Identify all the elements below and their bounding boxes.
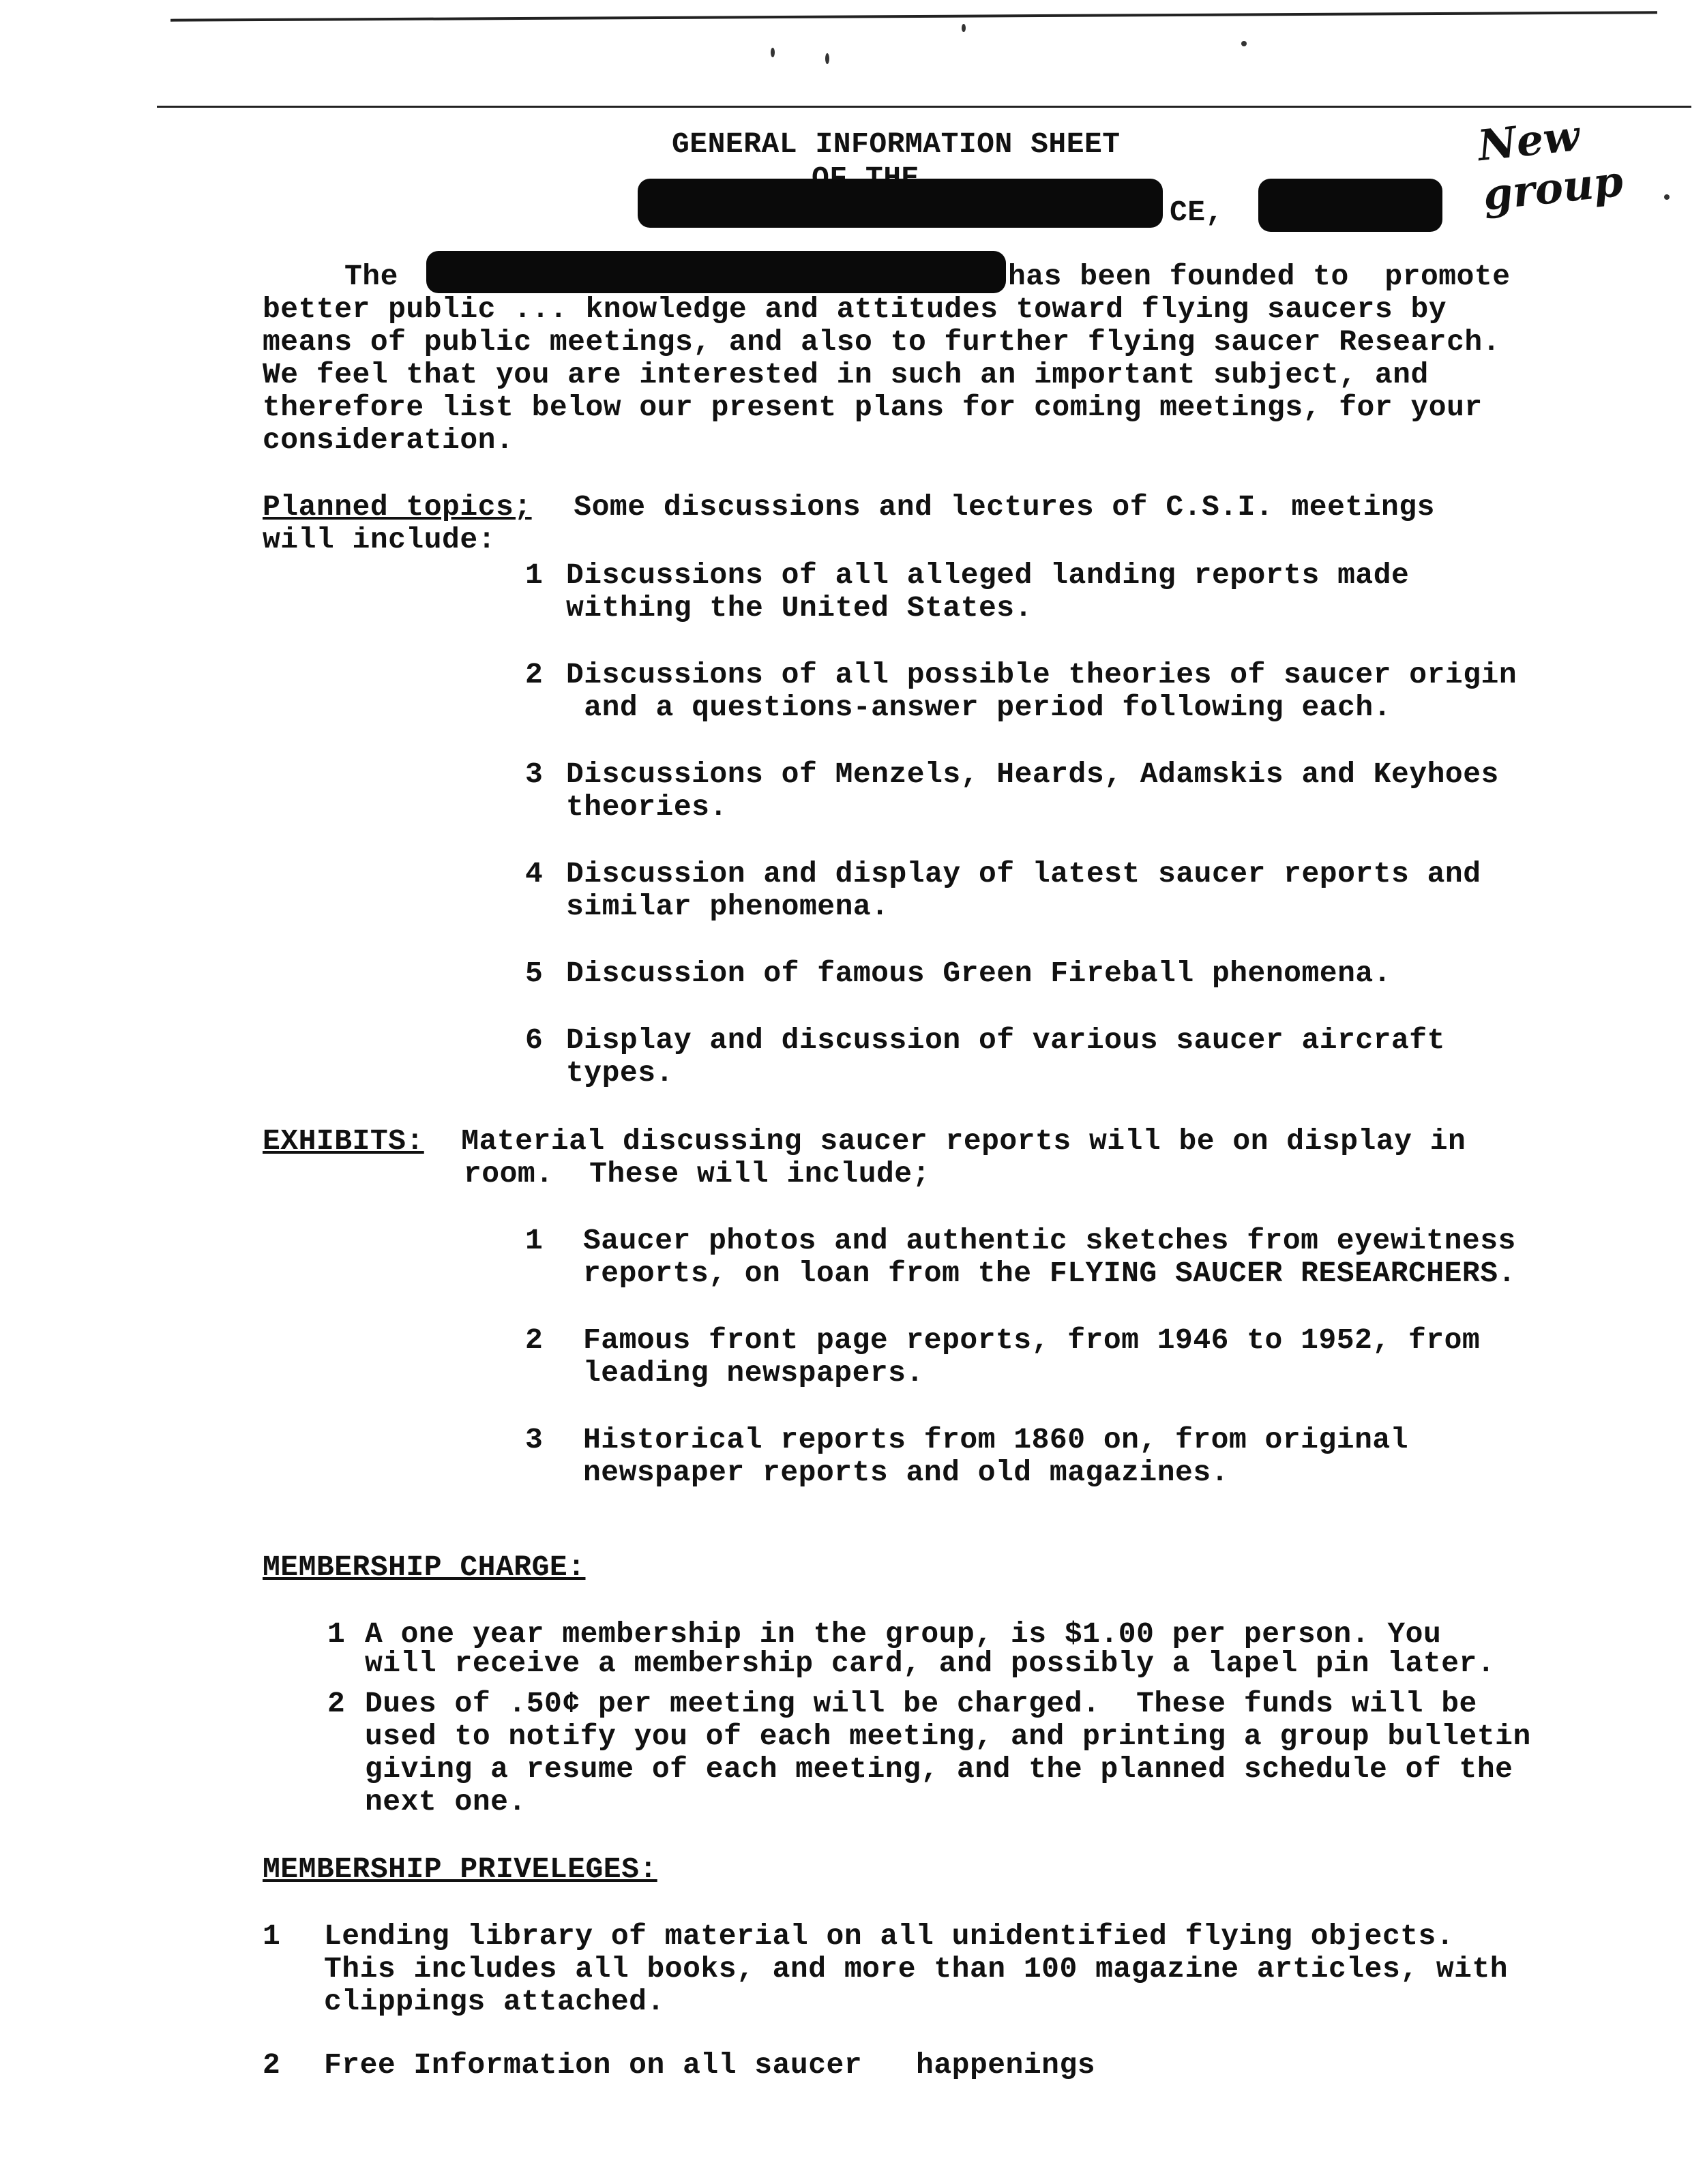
list-number: 2 (327, 1687, 346, 1720)
scan-speck (1241, 41, 1247, 46)
intro-line: We feel that you are interested in such an important subject, and (263, 358, 1429, 391)
list-number: 6 (525, 1023, 544, 1057)
exhibits-lead: Material discussing saucer reports will be on display in (443, 1124, 1466, 1158)
list-item-line: Dues of .50¢ per meeting will be charged. These funds will be (365, 1687, 1477, 1720)
list-item-line: types. (566, 1056, 674, 1090)
list-item-line: leading newspapers. (583, 1356, 924, 1390)
section-heading-exhibits: EXHIBITS: (263, 1124, 424, 1158)
list-item-line: giving a resume of each meeting, and the planned schedule of the (365, 1752, 1513, 1786)
document-title: GENERAL INFORMATION SHEET (672, 128, 1121, 161)
list-item-line: Display and discussion of various saucer aircraft (566, 1023, 1445, 1057)
list-number: 2 (525, 658, 544, 691)
list-item-line: Saucer photos and authentic sketches from eyewitness (583, 1224, 1516, 1257)
list-item-line: Discussion and display of latest saucer reports and (566, 857, 1481, 891)
scan-speck (962, 24, 966, 32)
list-item-line: Discussion of famous Green Fireball phenomena. (566, 957, 1391, 990)
handwritten-note: New group (1475, 110, 1626, 220)
intro-line: therefore list below our present plans for coming meetings, for your (263, 391, 1483, 424)
section-heading-planned-topics: Planned topics; (263, 490, 532, 524)
list-number: 3 (525, 758, 544, 791)
list-number: 1 (263, 1919, 281, 1953)
section-heading-membership-charge: MEMBERSHIP CHARGE: (263, 1551, 586, 1584)
list-item-line: and a questions-answer period following each. (566, 691, 1391, 724)
list-item-line: This includes all books, and more than 100 magazine articles, with (324, 1952, 1509, 1986)
list-item-line: Historical reports from 1860 on, from original (583, 1423, 1408, 1456)
intro-line: means of public meetings, and also to further flying saucer Research. (263, 325, 1500, 359)
intro-line: has been founded to promote (1008, 260, 1511, 293)
planned-topics-lead: will include: (263, 523, 496, 556)
redaction-block (638, 179, 1163, 228)
list-number: 1 (525, 1224, 544, 1257)
list-number: 5 (525, 957, 544, 990)
header-redacted-suffix: CE, (1170, 196, 1224, 229)
list-item-line: similar phenomena. (566, 890, 889, 923)
list-item-line: reports, on loan from the FLYING SAUCER RESEARCHERS. (583, 1257, 1516, 1290)
list-item-line: will receive a membership card, and possibly a lapel pin later. (365, 1647, 1496, 1680)
exhibits-lead: room. These will include; (464, 1157, 930, 1191)
list-number: 2 (525, 1323, 544, 1357)
scan-speck (771, 48, 775, 57)
list-item-line: used to notify you of each meeting, and printing a group bulletin (365, 1720, 1531, 1753)
list-number: 4 (525, 857, 544, 891)
list-item-line: Free Information on all saucer happenings (324, 2048, 1096, 2082)
list-item-line: A one year membership in the group, is $1.00 per person. You (365, 1617, 1442, 1651)
list-item-line: withing the United States. (566, 591, 1033, 625)
list-item-line: Lending library of material on all unidentified flying objects. (324, 1919, 1455, 1953)
list-item-line: Discussions of all possible theories of saucer origin (566, 658, 1517, 691)
intro-line: consideration. (263, 423, 514, 457)
list-item-line: Famous front page reports, from 1946 to 1952, from (583, 1323, 1481, 1357)
list-item-line: theories. (566, 790, 728, 824)
section-heading-membership-privileges: MEMBERSHIP PRIVELEGES: (263, 1853, 657, 1886)
list-number: 1 (525, 558, 544, 592)
list-item-line: Discussions of all alleged landing reports made (566, 558, 1410, 592)
scan-speck (825, 53, 829, 64)
scan-edge-line-top (170, 11, 1657, 21)
redaction-block (1258, 179, 1442, 232)
list-item-line: clippings attached. (324, 1985, 665, 2018)
scan-edge-line-mid (157, 106, 1691, 108)
list-item-line: next one. (365, 1785, 527, 1819)
intro-line: better public ... knowledge and attitudes toward flying saucers by (263, 293, 1447, 326)
list-number: 1 (327, 1617, 346, 1651)
planned-topics-lead: Some discussions and lectures of C.S.I. meetings (556, 490, 1435, 524)
list-item-line: Discussions of Menzels, Heards, Adamskis and Keyhoes (566, 758, 1499, 791)
intro-line: The (344, 260, 398, 293)
list-number: 2 (263, 2048, 281, 2082)
redaction-block (426, 251, 1006, 293)
list-item-line: newspaper reports and old magazines. (583, 1456, 1229, 1489)
list-number: 3 (525, 1423, 544, 1456)
